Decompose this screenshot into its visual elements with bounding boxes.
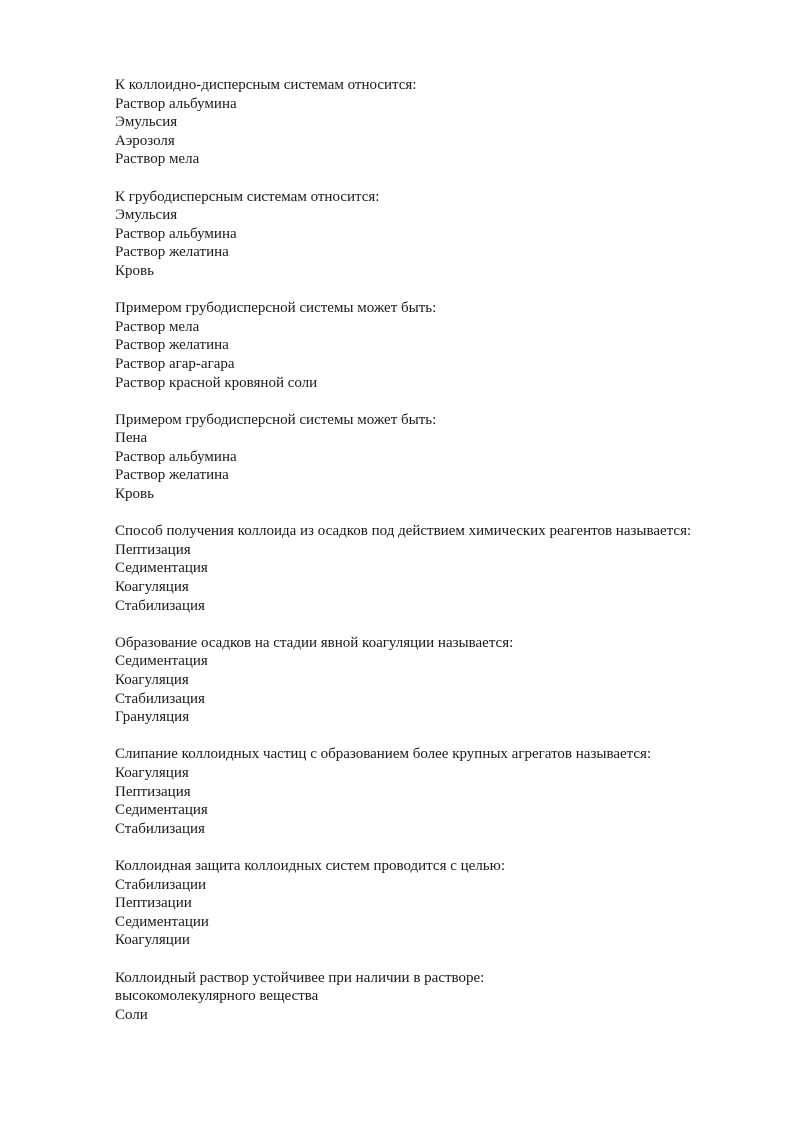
answer-option: Пена xyxy=(115,430,148,447)
answer-option: Раствор желатина xyxy=(115,244,229,261)
answer-option: Пептизация xyxy=(115,783,191,800)
question-text: Примером грубодисперсной системы может быть: xyxy=(115,300,437,317)
answer-option: Кровь xyxy=(115,486,154,503)
answer-option: Раствор альбумина xyxy=(115,448,237,465)
answer-option: Седиментация xyxy=(115,802,208,819)
question-text: Примером грубодисперсной системы может быть: xyxy=(115,411,437,428)
question-block-2 xyxy=(115,188,775,281)
answer-option: Раствор красной кровяной соли xyxy=(115,374,318,391)
question-text: Коллоидная защита коллоидных систем проводится с целью: xyxy=(115,857,506,874)
answer-option: Раствор мела xyxy=(115,151,200,168)
answer-option: Стабилизация xyxy=(115,597,205,614)
answer-option: Раствор альбумина xyxy=(115,95,237,112)
question-text: Слипание коллоидных частиц с образованием более крупных агрегатов называется: xyxy=(115,746,652,763)
answer-option: Коагуляция xyxy=(115,579,189,596)
question-text: Образование осадков на стадии явной коагуляции называется: xyxy=(115,634,514,651)
question-block-9 xyxy=(115,969,775,1025)
answer-option: Аэрозоля xyxy=(115,132,175,149)
answer-option: Седиментации xyxy=(115,913,209,930)
answer-option: Соли xyxy=(115,1006,148,1023)
question-block-5 xyxy=(115,522,775,615)
answer-option: Стабилизация xyxy=(115,820,205,837)
answer-option: Кровь xyxy=(115,262,154,279)
question-block-1 xyxy=(115,76,775,169)
answer-option: Раствор мела xyxy=(115,318,200,335)
answer-option: Стабилизации xyxy=(115,876,207,893)
answer-option: Коагуляции xyxy=(115,932,190,949)
question-block-8 xyxy=(115,857,775,950)
answer-option: Коагуляция xyxy=(115,672,189,688)
answer-option: Пептизация xyxy=(115,541,191,558)
answer-option: Эмульсия xyxy=(115,207,178,224)
question-block-6 xyxy=(115,634,775,727)
answer-option: Раствор альбумина xyxy=(115,225,237,242)
answer-option: Стабилизация xyxy=(115,690,205,707)
answer-option: Раствор желатина xyxy=(115,337,229,354)
answer-option: Раствор желатина xyxy=(115,467,229,484)
answer-option: Седиментация xyxy=(115,653,208,670)
answer-option: Эмульсия xyxy=(115,114,178,131)
question-text: Коллоидный раствор устойчивее при наличии в растворе: xyxy=(115,969,485,986)
question-block-7 xyxy=(115,745,775,838)
document-content xyxy=(115,76,775,1043)
answer-option: Коагуляция xyxy=(115,764,189,781)
question-block-4 xyxy=(115,411,775,504)
question-block-3 xyxy=(115,299,775,392)
answer-option: высокомолекулярного вещества xyxy=(115,988,319,1005)
answer-option: Раствор агар-агара xyxy=(115,355,235,372)
question-text: Способ получения коллоида из осадков под действием химических реагентов называется: xyxy=(115,523,692,540)
answer-option: Пептизации xyxy=(115,895,192,912)
answer-option: Грануляция xyxy=(115,709,190,726)
answer-option: Седиментация xyxy=(115,560,208,577)
question-text: К коллоидно-дисперсным системам относится: xyxy=(115,77,417,93)
question-text: К грубодисперсным системам относится: xyxy=(115,188,380,205)
